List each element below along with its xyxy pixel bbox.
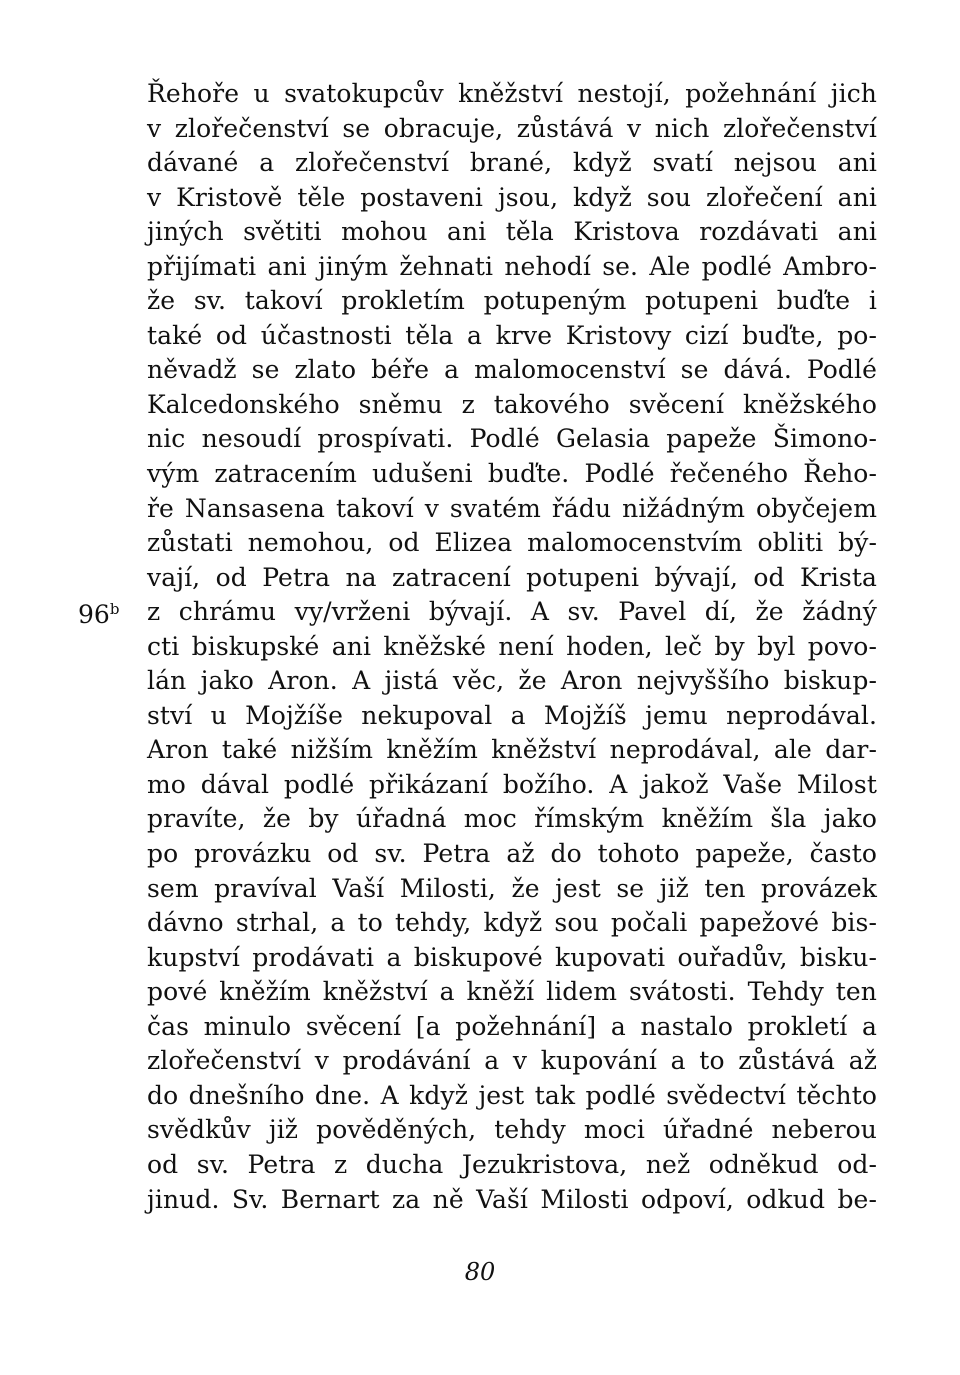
text-line: nic nesoudí prospívati. Podlé Gelasia papeže Šimono- — [147, 424, 877, 454]
page-number: 80 — [464, 1258, 496, 1286]
text-line: kupství prodávati a biskupové kupovati ouřadův, bisku- — [147, 942, 877, 972]
text-line: do dnešního dne. A když jest tak podlé svědectví těchto — [147, 1080, 877, 1110]
text-line: dávno strhal, a to tehdy, když sou počali papežové bis- — [147, 908, 877, 938]
text-line: dávané a zlořečenství brané, když svatí nejsou ani — [147, 148, 877, 178]
text-line: Řehoře u svatokupcův kněžství nestojí, požehnání jich — [147, 79, 877, 108]
text-line: ře Nansasena takoví v svatém řádu nižádným obyčejem — [147, 493, 877, 523]
text-line: něvadž se zlato béře a malomocenství se dává. Podlé — [147, 355, 877, 385]
text-line: v Kristově těle postaveni jsou, když sou zlořečení ani — [147, 182, 877, 212]
text-line: po provázku od sv. Petra až do tohoto papeže, často — [147, 839, 877, 869]
text-line: svědkův již pověděných, tehdy moci úřadné neberou — [147, 1115, 877, 1145]
text-line: jinud. Sv. Bernart za ně Vaší Milosti odpoví, odkud be- — [147, 1184, 877, 1214]
text-line: v zlořečenství se obracuje, zůstává v nich zlořečenství — [147, 113, 877, 143]
text-line: pové kněžím kněžství a kněží lidem svátosti. Tehdy ten — [147, 977, 877, 1007]
body-text — [147, 77, 877, 1217]
text-line: od sv. Petra z ducha Jezukristova, než odněkud od- — [147, 1149, 877, 1179]
text-line: lán jako Aron. A jistá věc, že Aron nejvyššího biskup- — [147, 666, 877, 696]
text-line: Aron také nižším kněžím kněžství neprodával, ale dar- — [147, 735, 877, 765]
text-line: Kalcedonského sněmu z takového svěcení kněžského — [147, 389, 877, 419]
text-line: sem pravíval Vaší Milosti, že jest se již ten provázek — [147, 873, 877, 903]
text-line: vají, od Petra na zatracení potupeni bývají, od Krista — [147, 562, 877, 592]
text-line: že sv. takoví prokletím potupeným potupeni buďte i — [147, 286, 877, 316]
text-line: cti biskupské ani kněžské není hoden, leč by byl povo- — [147, 631, 877, 661]
text-line: pravíte, že by úřadná moc římským kněžím šla jako — [147, 804, 877, 834]
text-line: z chrámu vy/vrženi bývají. A sv. Pavel dí, že žádný — [147, 597, 877, 627]
folio-number: 96 — [78, 600, 110, 629]
text-line: jiných světiti mohou ani těla Kristova rozdávati ani — [147, 217, 877, 247]
folio-margin-note — [78, 592, 119, 633]
text-line: také od účastnosti těla a krve Kristovy cizí buďte, po- — [147, 320, 877, 350]
text-line: přijímati ani jiným žehnati nehodí se. Ale podlé Ambro- — [147, 251, 877, 281]
text-line: vým zatracením udušeni buďte. Podlé řečeného Řeho- — [147, 459, 877, 489]
text-line: ství u Mojžíše nekupoval a Mojžíš jemu neprodával. — [147, 700, 877, 730]
text-line: mo dával podlé přikázaní božího. A jakož Vaše Milost — [147, 769, 877, 799]
text-line: čas minulo svěcení [a požehnání] a nastalo prokletí a — [147, 1011, 877, 1041]
text-line: zlořečenství v prodávání a v kupování a to zůstává až — [147, 1046, 877, 1076]
folio-suffix: b — [109, 600, 120, 618]
text-line: zůstati nemohou, od Elizea malomocenstvím obliti bý- — [147, 528, 877, 558]
